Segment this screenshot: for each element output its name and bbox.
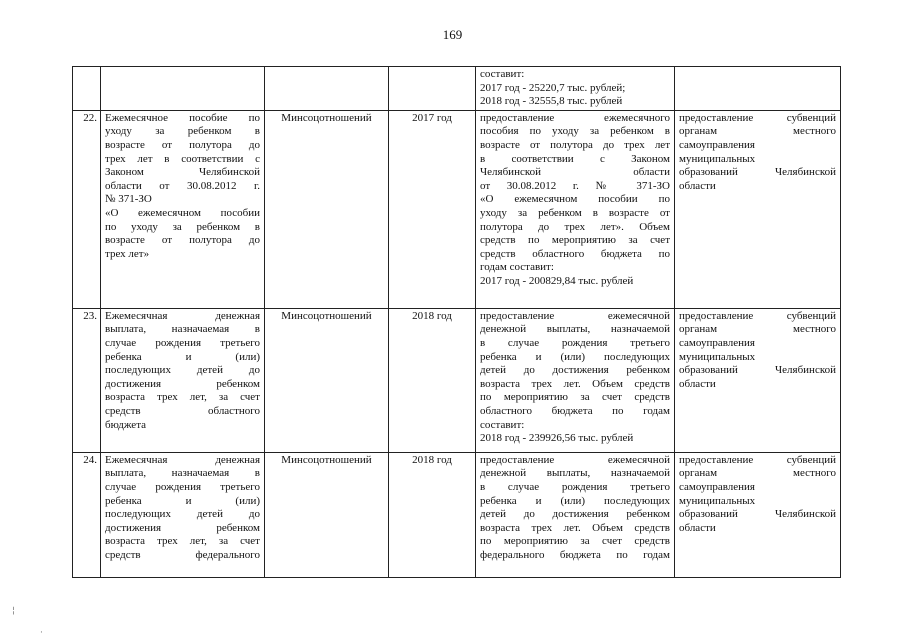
cell-line: выплата, назначаемая в [105,467,260,480]
cell-line: бюджета [105,418,147,431]
cell-text: 23. [83,309,97,322]
row-number-cell [73,308,101,452]
cell-line: предоставление ежемесячного [480,111,670,124]
description-cell [476,452,675,577]
cell-text: 24. [83,453,97,466]
cell-line: возраста трех лет, за счет [105,391,260,404]
cell-line: случае рождения третьего [105,480,260,493]
cell-line: детей до достижения ребенком [480,364,670,377]
cell-line: 2017 год - 25220,7 тыс. рублей; [480,81,626,94]
mechanism-cell [675,452,841,577]
cell-line: уходу за ребенком в [105,125,260,138]
cell-line: возрасте от полутора до [105,138,260,151]
cell-line: Ежемесячное пособие по [105,111,260,124]
period-cell [389,67,476,111]
cell-line: ребенка и (или) последующих [480,494,670,507]
cell-line: ребенка и (или) [105,350,260,363]
cell-line: «О ежемесячном пособии по [480,193,670,206]
scan-mark: · [40,628,43,638]
cell-line: самоуправления [679,336,755,349]
row-number-cell [73,110,101,308]
cell-line: средств областного [105,404,260,417]
cell-line: 2017 год - 200829,84 тыс. рублей [480,274,634,287]
mechanism-cell [675,67,841,111]
table-row [73,452,841,577]
responsible-org-cell [265,67,389,111]
cell-line: муниципальных [679,350,756,363]
cell-text: Минсоцотношений [281,309,372,322]
cell-line: органам местного [679,125,836,138]
cell-line: годам составит: [480,261,554,274]
cell-line: по мероприятию за счет средств [480,391,670,404]
cell-line: от 30.08.2012 г. № 371-ЗО [480,179,670,192]
table-row [73,67,841,111]
cell-line: областного бюджета по годам [480,404,670,417]
cell-line: составит: [480,418,525,431]
cell-line: ребенка и (или) [105,494,260,507]
cell-line: предоставление ежемесячной [480,453,670,466]
cell-text: Минсоцотношений [281,453,372,466]
page-number: 169 [442,27,463,42]
description-cell [476,110,675,308]
responsible-org-cell [265,110,389,308]
cell-line: случае рождения третьего [105,336,260,349]
cell-line: образований Челябинской [679,364,836,377]
cell-line: средств по мероприятию за счет [480,234,670,247]
table-row [73,308,841,452]
cell-line: по мероприятию за счет средств [480,535,670,548]
cell-text: 22. [83,111,97,124]
cell-line: ребенка и (или) последующих [480,350,670,363]
cell-line: денежной выплаты, назначаемой [480,323,670,336]
cell-line: Ежемесячная денежная [105,453,260,466]
cell-text: 2018 год [412,309,452,322]
period-cell [389,452,476,577]
cell-line: предоставление субвенций [679,453,836,466]
cell-line: Ежемесячная денежная [105,309,260,322]
cell-line: образований Челябинской [679,166,836,179]
cell-line: детей до достижения ребенком [480,508,670,521]
table-body [73,67,841,578]
cell-line: Законом Челябинской [105,166,260,179]
cell-text: Минсоцотношений [281,111,372,124]
cell-line: области [679,377,716,390]
cell-line: № 371-ЗО [105,193,152,206]
cell-line: 2018 год - 239926,56 тыс. рублей [480,432,634,445]
cell-line: последующих детей до [105,364,260,377]
cell-line: возраста трех лет, за счет [105,535,260,548]
cell-line: муниципальных [679,152,756,165]
table-row [73,110,841,308]
row-number-cell [73,452,101,577]
measure-name-cell [101,67,265,111]
cell-line: выплата, назначаемая в [105,323,260,336]
cell-line: достижения ребенком [105,521,260,534]
cell-line: области [679,179,716,192]
cell-line: средств областного бюджета по [480,247,670,260]
cell-line: составит: [480,68,525,80]
mechanism-cell [675,308,841,452]
cell-line: средств федерального [105,548,260,561]
cell-line: в случае рождения третьего [480,336,670,349]
cell-line: федерального бюджета по годам [480,548,670,561]
cell-line: предоставление субвенций [679,111,836,124]
cell-line: в случае рождения третьего [480,480,670,493]
cell-line: возрасте от полутора до [105,234,260,247]
cell-line: образований Челябинской [679,508,836,521]
cell-line: области [679,521,716,534]
cell-line: пособия по уходу за ребенком в [480,125,670,138]
scan-mark: ¦ [12,606,16,616]
period-cell [389,308,476,452]
cell-line: денежной выплаты, назначаемой [480,467,670,480]
cell-line: возрасте от полутора до трех лет [480,138,670,151]
cell-line: «О ежемесячном пособии [105,206,260,219]
cell-line: муниципальных [679,494,756,507]
mechanism-cell [675,110,841,308]
period-cell [389,110,476,308]
measures-table [72,66,841,578]
cell-line: возраста трех лет. Объем средств [480,521,670,534]
cell-line: в соответствии с Законом [480,152,670,165]
cell-line: последующих детей до [105,508,260,521]
measure-name-cell [101,110,265,308]
cell-line: трех лет в соответствии с [105,152,260,165]
measure-name-cell [101,308,265,452]
responsible-org-cell [265,308,389,452]
cell-line: органам местного [679,323,836,336]
cell-line: по уходу за ребенком в [105,220,260,233]
description-cell [476,67,675,111]
cell-line: самоуправления [679,480,755,493]
cell-line: возраста трех лет. Объем средств [480,377,670,390]
cell-line: самоуправления [679,138,755,151]
cell-line: Челябинской области [480,166,670,179]
responsible-org-cell [265,452,389,577]
measure-name-cell [101,452,265,577]
cell-line: области от 30.08.2012 г. [105,179,260,192]
cell-line: предоставление ежемесячной [480,309,670,322]
cell-text: 2017 год [412,111,452,124]
cell-line: предоставление субвенций [679,309,836,322]
cell-line: достижения ребенком [105,377,260,390]
cell-line: уходу за ребенком в возрасте от [480,206,670,219]
cell-line: полутора до трех лет». Объем [480,220,670,233]
cell-line: трех лет» [105,247,150,260]
description-cell [476,308,675,452]
cell-line: 2018 год - 32555,8 тыс. рублей [480,95,623,108]
cell-line: органам местного [679,467,836,480]
row-number-cell [73,67,101,111]
cell-text: 2018 год [412,453,452,466]
